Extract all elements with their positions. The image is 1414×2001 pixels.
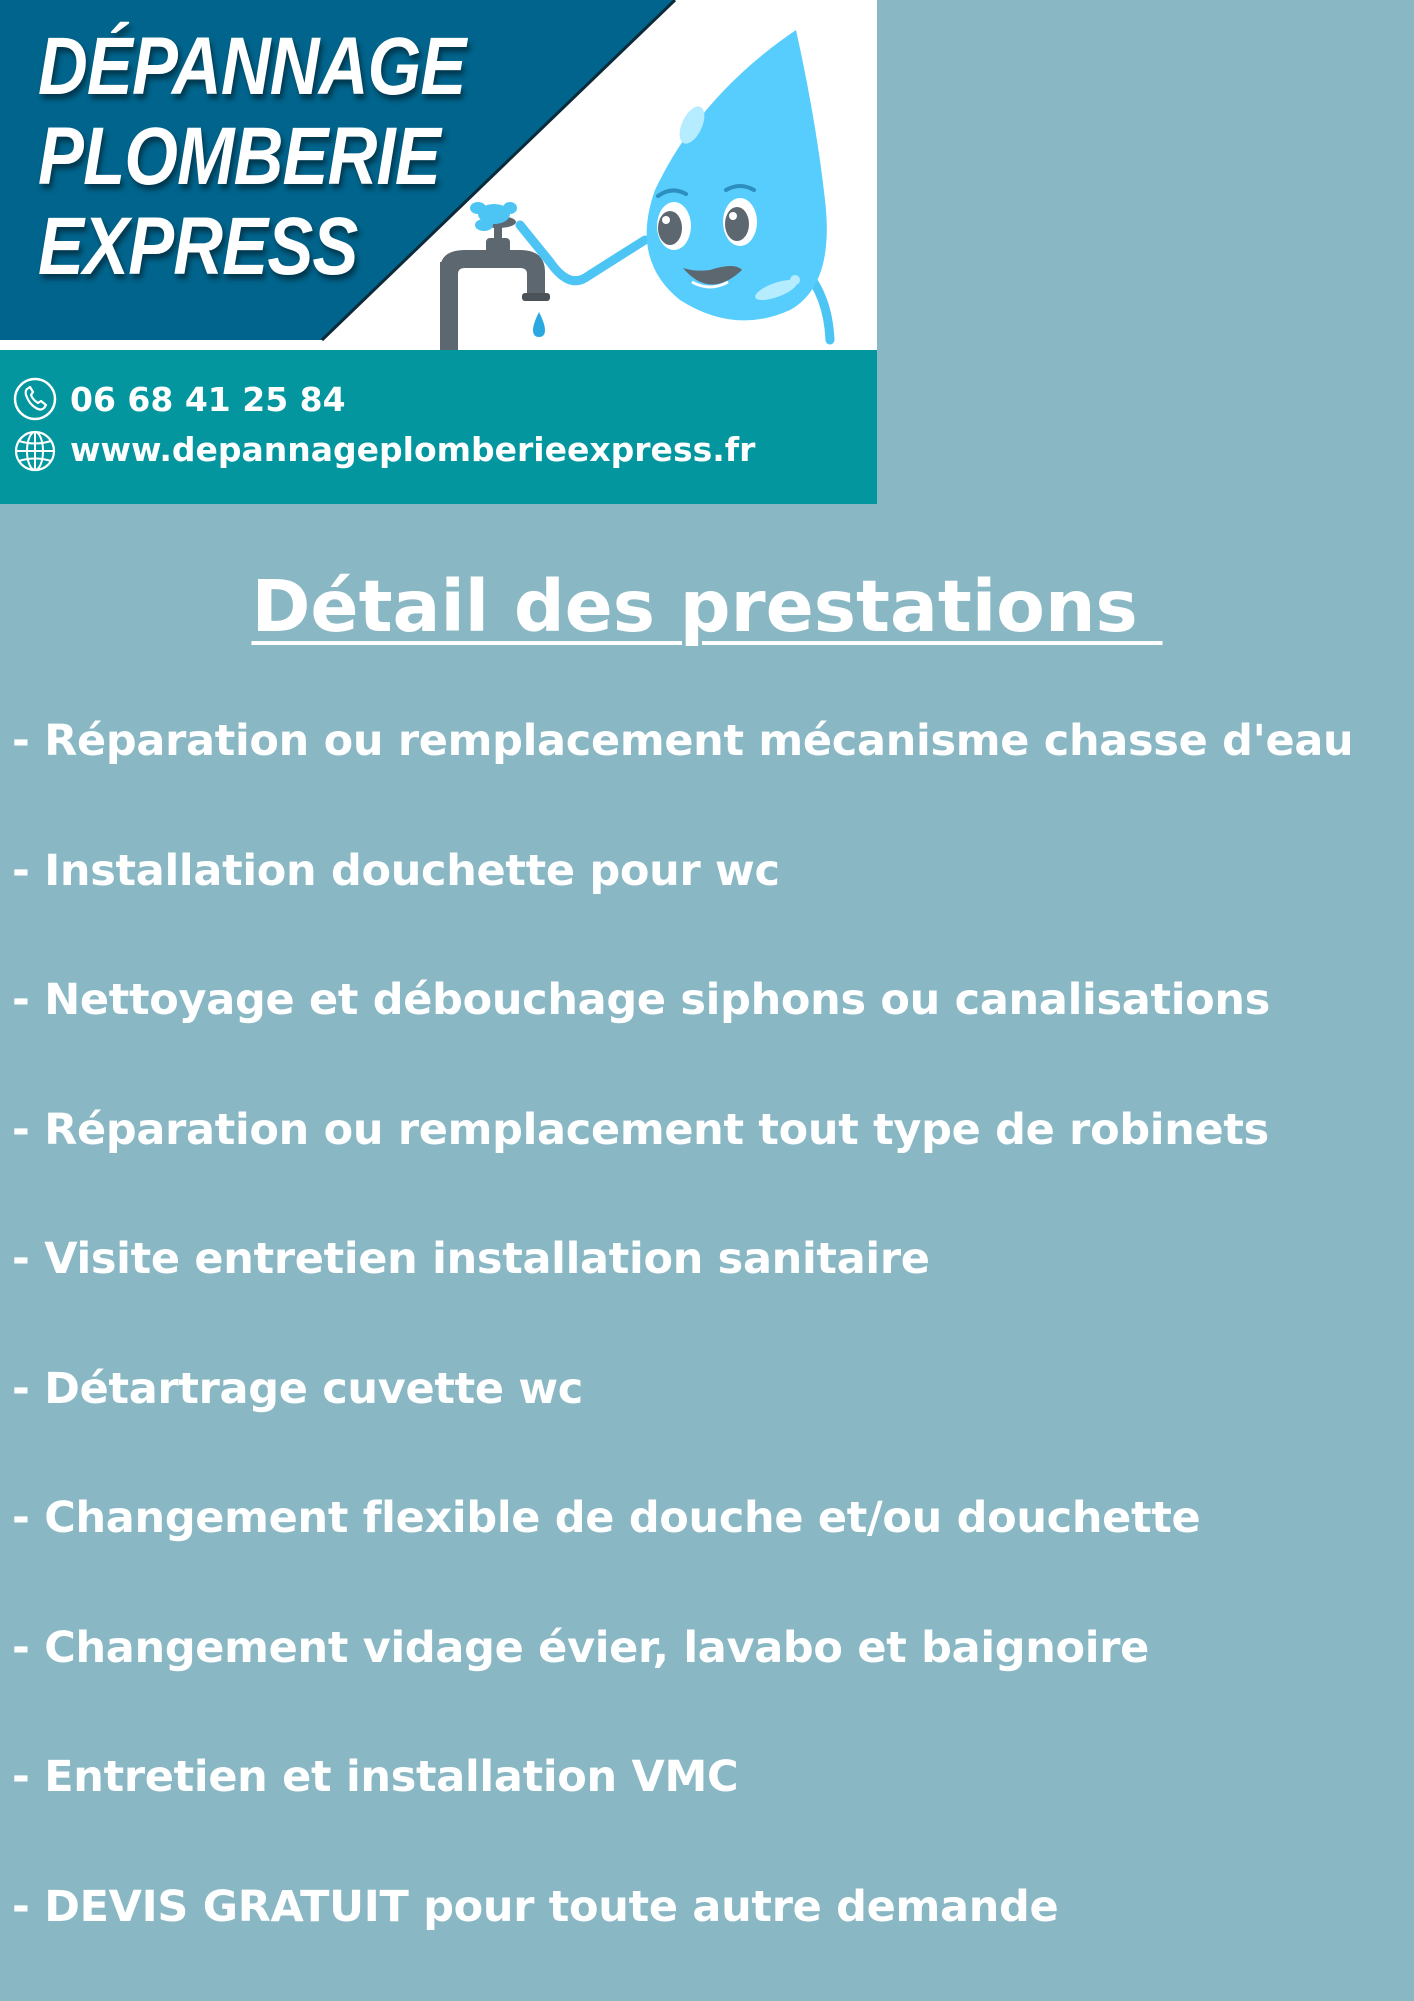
phone-icon [12,376,58,422]
brand-title-line-3: EXPRESS [38,202,475,292]
service-item-1: - Réparation ou remplacement mécanisme chasse d'eau [12,706,1407,836]
service-item-9: - Entretien et installation VMC [12,1742,1407,1872]
service-item-8: - Changement vidage évier, lavabo et baignoire [12,1613,1407,1743]
globe-icon [12,426,58,472]
brand-title-line-2: PLOMBERIE [38,112,475,202]
brand-title [38,22,475,292]
contact-bar [0,350,877,504]
website-link[interactable]: www.depannageplomberieexpress.fr [70,430,755,469]
service-item-4: - Réparation ou remplacement tout type de robinets [12,1095,1407,1225]
services-title: Détail des prestations [0,562,1414,652]
services-list [12,706,1407,2001]
website-contact[interactable] [12,424,755,474]
logo-banner [0,0,877,504]
service-item-5: - Visite entretien installation sanitaire [12,1224,1407,1354]
service-item-10: - DEVIS GRATUIT pour toute autre demande [12,1872,1407,2001]
service-item-7: - Changement flexible de douche et/ou douchette [12,1483,1407,1613]
phone-contact[interactable] [12,374,346,424]
phone-number[interactable]: 06 68 41 25 84 [70,380,346,419]
service-item-2: - Installation douchette pour wc [12,836,1407,966]
service-item-6: - Détartrage cuvette wc [12,1354,1407,1484]
service-item-3: - Nettoyage et débouchage siphons ou canalisations [12,965,1407,1095]
brand-title-line-1: DÉPANNAGE [38,22,475,112]
